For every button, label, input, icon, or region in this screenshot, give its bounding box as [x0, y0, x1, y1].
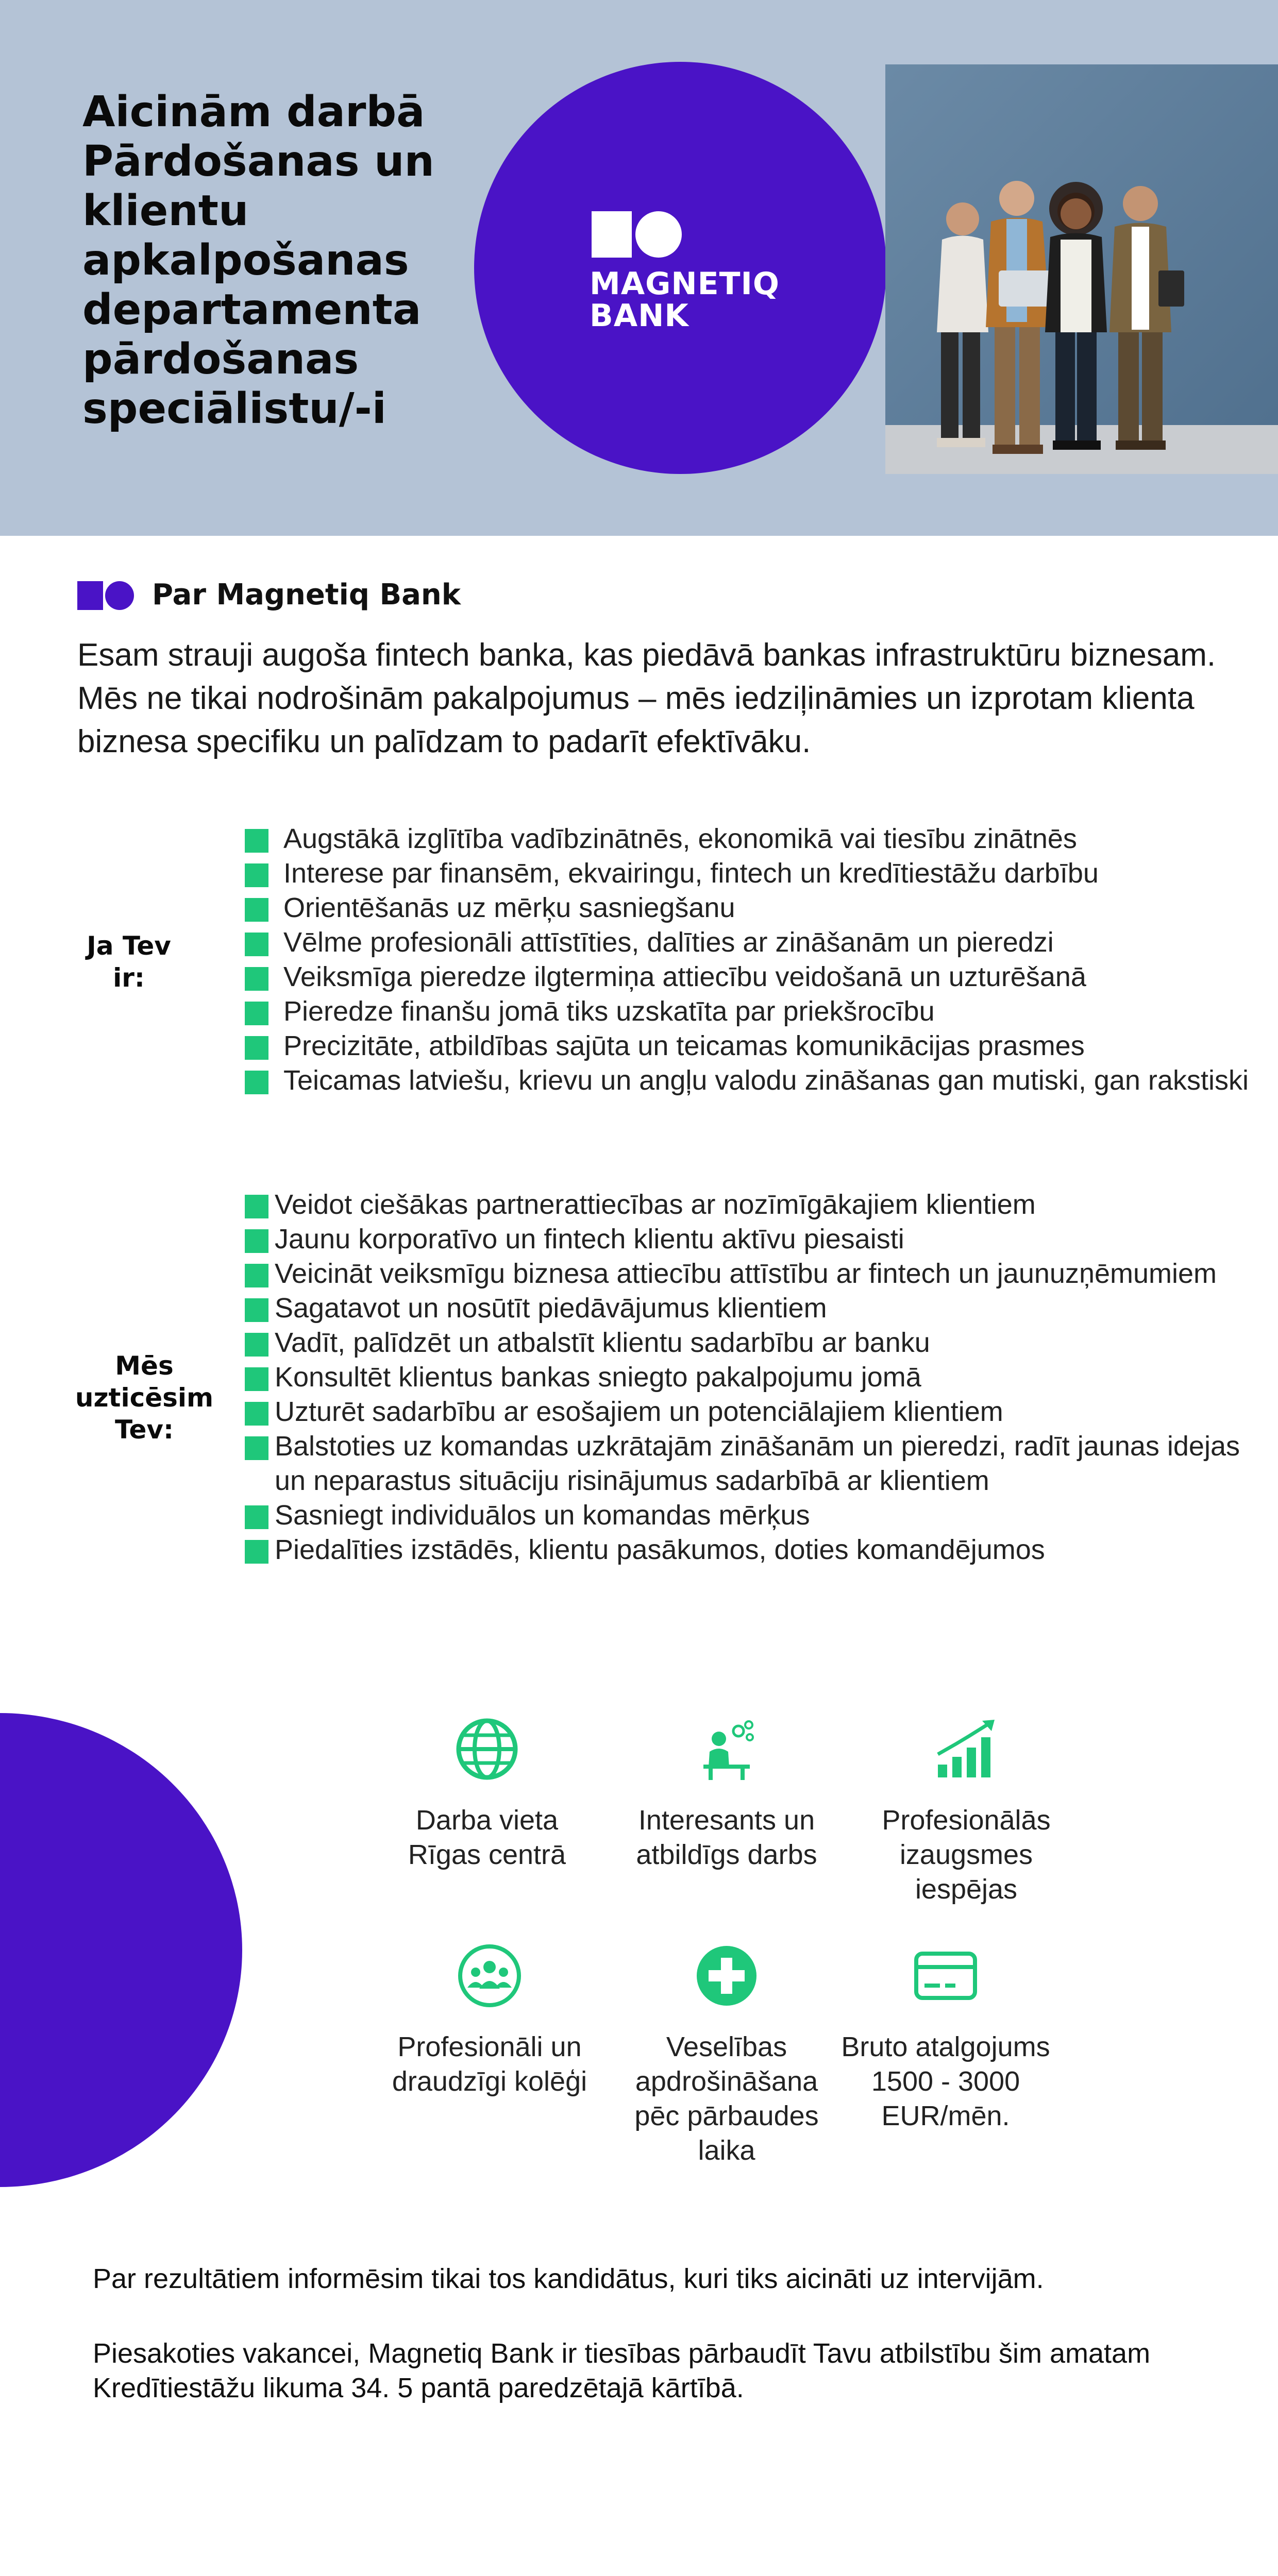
magnetiq-mark-icon	[77, 581, 134, 610]
list-item: Sagatavot un nosūtīt piedāvājumus klientiem	[245, 1291, 1250, 1326]
list-item: Teicamas latviešu, krievu un angļu valodu zināšanas gan mutiski, gan rakstiski	[245, 1063, 1250, 1098]
duties-label: Mēs uzticēsim Tev:	[75, 1351, 214, 1445]
list-item: Vēlme profesionāli attīstīties, dalīties ar zināšanām un pieredzi	[245, 925, 1250, 960]
benefit-work	[616, 1716, 837, 1872]
list-item: Piedalīties izstādēs, klientu pasākumos, doties komandējumos	[245, 1533, 1250, 1567]
benefit-text: Darba vieta Rīgas centrā	[408, 1805, 566, 1870]
list-item: Orientēšanās uz mērķu sasniegšanu	[245, 891, 1250, 925]
benefit-salary	[835, 1942, 1056, 2133]
list-item: Veiksmīga pieredze ilgtermiņa attiecību veidošanā un uzturēšanā	[245, 960, 1250, 994]
benefit-growth	[855, 1716, 1077, 1907]
benefit-text: Bruto atalgojums 1500 - 3000 EUR/mēn.	[841, 2031, 1050, 2131]
magnetiq-logo-icon	[592, 211, 682, 258]
person-at-desk-icon	[693, 1716, 760, 1783]
team-icon	[456, 1942, 523, 2009]
list-item: Veidot ciešākas partnerattiecības ar nozīmīgākajiem klientiem	[245, 1188, 1250, 1222]
list-item: Balstoties uz komandas uzkrātajām zināšanām un pieredzi, radīt jaunas idejas un neparastus situāciju risinājumus sadarbībā ar klientiem	[245, 1429, 1250, 1498]
list-item: Vadīt, palīdzēt un atbalstīt klientu sadarbību ar banku	[245, 1326, 1250, 1360]
list-item: Sasniegt individuālos un komandas mērķus	[245, 1498, 1250, 1533]
benefit-colleagues	[379, 1942, 600, 2099]
card-icon	[912, 1942, 979, 2009]
benefit-text: Profesionāli un draudzīgi kolēģi	[392, 2031, 587, 2097]
medical-cross-icon	[693, 1942, 760, 2009]
growth-chart-icon	[933, 1716, 1000, 1783]
team-photo	[885, 64, 1278, 474]
requirements-label: Ja Tev ir:	[87, 931, 171, 993]
benefit-text: Interesants un atbildīgs darbs	[636, 1805, 817, 1870]
globe-icon	[453, 1716, 520, 1783]
brand-logo-circle	[474, 62, 886, 474]
list-item: Uzturēt sadarbību ar esošajiem un potenciālajiem klientiem	[245, 1395, 1250, 1429]
about-description: Esam strauji augoša fintech banka, kas piedāvā bankas infrastruktūru biznesam. Mēs ne tikai nodrošinām pakalpojumus – mēs iedziļināmies un izprotam klienta biznesa specifiku un palīdzam to padarīt efektīvāku.	[77, 637, 1216, 759]
page-title: Aicinām darbā Pārdošanas un klientu apkalpošanas departamenta pārdošanas speciālistu/-i	[82, 88, 434, 433]
duties-list	[245, 1188, 1250, 1567]
list-item: Pieredze finanšu jomā tiks uzskatīta par priekšrocību	[245, 994, 1250, 1029]
logo-wordmark: MAGNETIQ BANK	[590, 266, 780, 334]
list-item: Konsultēt klientus bankas sniegto pakalpojumu jomā	[245, 1360, 1250, 1395]
header-banner	[0, 0, 1278, 536]
list-item: Veicināt veiksmīgu biznesa attiecību attīstību ar fintech un jaunuzņēmumiem	[245, 1257, 1250, 1291]
about-title: Par Magnetiq Bank	[152, 578, 461, 612]
benefit-text: Veselības apdrošināšana pēc pārbaudes laika	[634, 2031, 819, 2166]
list-item: Interese par finansēm, ekvairingu, fintech un kredītiestāžu darbību	[245, 856, 1250, 891]
footer-note-results: Par rezultātiem informēsim tikai tos kandidātus, kuri tiks aicināti uz intervijām.	[93, 2263, 1044, 2294]
benefit-insurance	[616, 1942, 837, 2168]
benefit-location	[376, 1716, 598, 1872]
requirements-list	[245, 822, 1250, 1098]
decorative-circle	[0, 1713, 242, 2187]
list-item: Precizitāte, atbildības sajūta un teicamas komunikācijas prasmes	[245, 1029, 1250, 1063]
footer-note-verification: Piesakoties vakancei, Magnetiq Bank ir tiesības pārbaudīt Tavu atbilstību šim amatam Kredītiestāžu likuma 34. 5 pantā paredzētajā kārtībā.	[93, 2338, 1151, 2403]
list-item: Augstākā izglītība vadībzinātnēs, ekonomikā vai tiesību zinātnēs	[245, 822, 1250, 856]
list-item: Jaunu korporatīvo un fintech klientu aktīvu piesaisti	[245, 1222, 1250, 1257]
benefit-text: Profesionālās izaugsmes iespējas	[882, 1805, 1051, 1905]
